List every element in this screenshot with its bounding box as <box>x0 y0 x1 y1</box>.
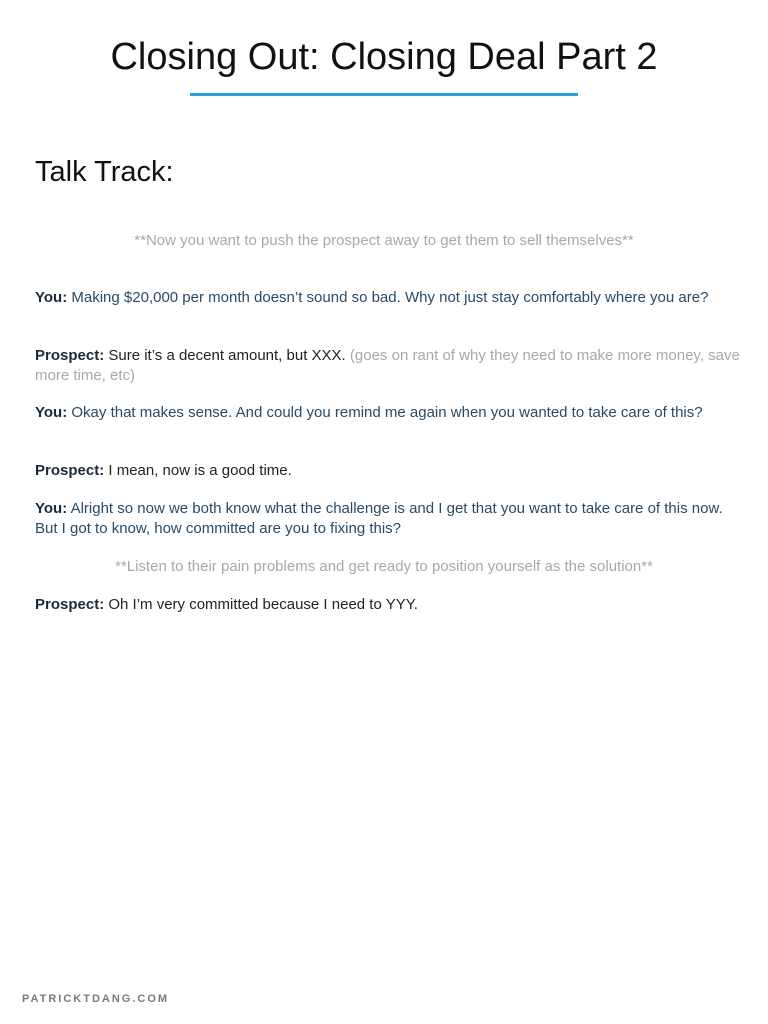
dialogue-line-you <box>35 403 740 423</box>
speaker-label: Prospect: <box>35 596 105 613</box>
dialogue-line-you <box>35 288 740 308</box>
stage-note: **Now you want to push the prospect away to get them to sell themselves** <box>134 232 634 249</box>
speaker-label: You: <box>35 500 68 517</box>
speaker-label: Prospect: <box>35 347 105 364</box>
dialogue-text: Sure it’s a decent amount, but XXX. <box>108 347 346 364</box>
dialogue-text: Oh I’m very committed because I need to YYY. <box>108 596 418 613</box>
page-title: Closing Out: Closing Deal Part 2 <box>110 36 658 78</box>
section-heading: Talk Track: <box>35 156 174 188</box>
dialogue-line-you <box>35 499 740 539</box>
dialogue-aside: (goes on rant of why they need to make more money, save more time, etc) <box>35 347 740 384</box>
dialogue-line-prospect <box>35 461 740 481</box>
dialogue-line-prospect <box>35 595 740 615</box>
dialogue-line-prospect <box>35 346 740 386</box>
dialogue-text: I mean, now is a good time. <box>108 462 292 479</box>
stage-note: **Listen to their pain problems and get ready to position yourself as the solution** <box>115 558 653 575</box>
speaker-label: Prospect: <box>35 462 105 479</box>
dialogue-text: Making $20,000 per month doesn’t sound so bad. Why not just stay comfortably where you are? <box>71 289 709 306</box>
speaker-label: You: <box>35 404 68 421</box>
dialogue-text: Okay that makes sense. And could you remind me again when you wanted to take care of this? <box>71 404 703 421</box>
footer-brand: PATRICKTDANG.COM <box>22 993 170 1005</box>
dialogue-text: Alright so now we both know what the challenge is and I get that you want to take care of this now. But I got to know, how committed are you to fixing this? <box>35 500 723 537</box>
speaker-label: You: <box>35 289 68 306</box>
title-underline <box>190 93 578 96</box>
